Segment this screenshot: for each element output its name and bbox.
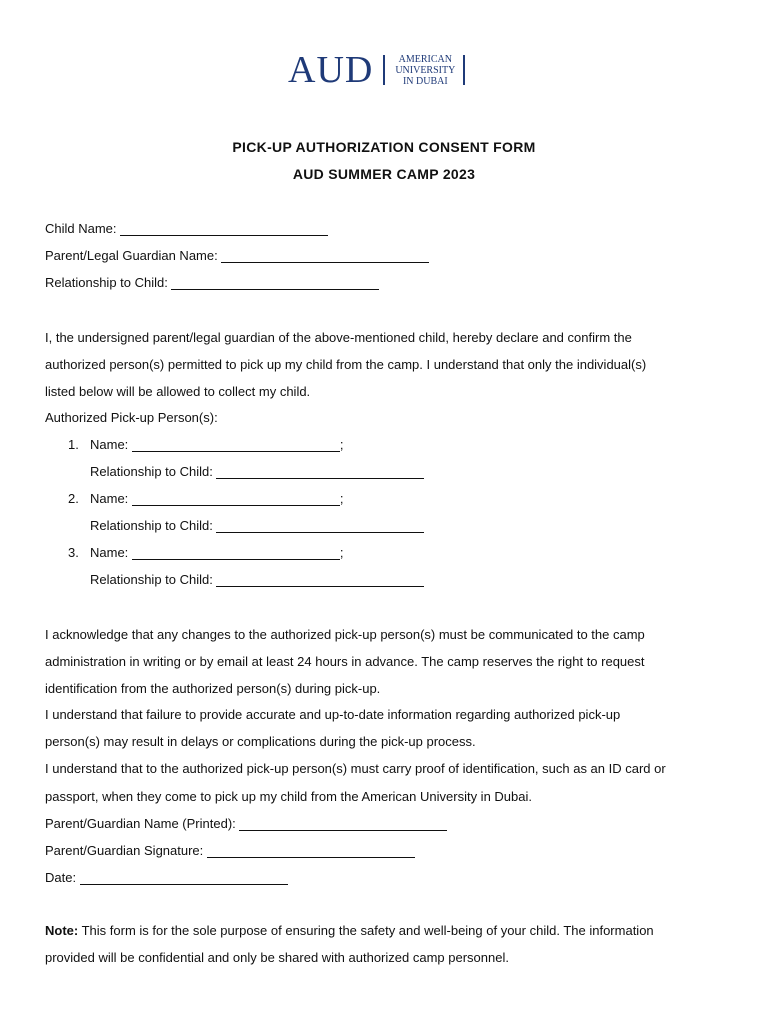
person-1-relationship-field: Relationship to Child: xyxy=(90,464,424,480)
declaration-line-1: I, the undersigned parent/legal guardian of the above-mentioned child, hereby declare and confirm the xyxy=(45,330,632,345)
person-3-name-blank[interactable] xyxy=(132,545,340,560)
note-label: Note: xyxy=(45,923,79,938)
signature-field: Parent/Guardian Signature: xyxy=(45,843,415,859)
person-3-name-field: 3. Name: ; xyxy=(68,545,344,560)
acknowledge-line-7: passport, when they come to pick up my child from the American University in Dubai. xyxy=(45,789,532,804)
parent-name-blank[interactable] xyxy=(221,248,429,263)
logo-divider xyxy=(383,55,385,85)
aud-logo xyxy=(288,50,465,90)
acknowledge-line-5: person(s) may result in delays or complications during the pick-up process. xyxy=(45,734,476,749)
relationship-field: Relationship to Child: xyxy=(45,275,379,291)
declaration-line-3: listed below will be allowed to collect my child. xyxy=(45,384,311,399)
form-title: PICK-UP AUTHORIZATION CONSENT FORM xyxy=(232,139,536,155)
person-3-relationship-field: Relationship to Child: xyxy=(90,572,424,588)
person-2-name-blank[interactable] xyxy=(132,491,340,506)
date-blank[interactable] xyxy=(80,870,288,885)
person-3-relationship-blank[interactable] xyxy=(216,572,424,587)
person-2-name-field: 2. Name: ; xyxy=(68,491,344,506)
signature-blank[interactable] xyxy=(207,843,415,858)
acknowledge-line-1: I acknowledge that any changes to the authorized pick-up person(s) must be communicated to the camp xyxy=(45,627,645,642)
logo-mark: AUD xyxy=(288,49,374,91)
note-line-2: provided will be confidential and only be shared with authorized camp personnel. xyxy=(45,950,509,965)
date-field: Date: xyxy=(45,870,288,886)
parent-name-field: Parent/Legal Guardian Name: xyxy=(45,248,429,264)
person-1-name-blank[interactable] xyxy=(132,437,340,452)
child-name-field: Child Name: xyxy=(45,221,328,237)
person-2-relationship-blank[interactable] xyxy=(216,518,424,533)
authorized-heading: Authorized Pick-up Person(s): xyxy=(45,410,218,425)
declaration-line-2: authorized person(s) permitted to pick up my child from the camp. I understand that only the individual(s) xyxy=(45,357,647,372)
printed-name-field: Parent/Guardian Name (Printed): xyxy=(45,816,447,832)
acknowledge-line-6: I understand that to the authorized pick-up person(s) must carry proof of identification, such as an ID card or xyxy=(45,761,666,776)
acknowledge-line-3: identification from the authorized person(s) during pick-up. xyxy=(45,681,381,696)
form-subtitle: AUD SUMMER CAMP 2023 xyxy=(292,166,476,182)
person-1-relationship-blank[interactable] xyxy=(216,464,424,479)
logo-divider-right xyxy=(463,55,465,85)
note-line-1: Note: This form is for the sole purpose of ensuring the safety and well-being of your child. The information xyxy=(45,923,654,938)
printed-name-blank[interactable] xyxy=(239,816,447,831)
person-2-relationship-field: Relationship to Child: xyxy=(90,518,424,534)
acknowledge-line-4: I understand that failure to provide accurate and up-to-date information regarding authorized pick-up xyxy=(45,707,621,722)
child-name-blank[interactable] xyxy=(120,221,328,236)
person-1-name-field: 1. Name: ; xyxy=(68,437,344,452)
acknowledge-line-2: administration in writing or by email at least 24 hours in advance. The camp reserves the right to request xyxy=(45,654,645,669)
relationship-blank[interactable] xyxy=(171,275,379,290)
logo-wordmark: AMERICAN UNIVERSITY IN DUBAI xyxy=(395,53,456,87)
